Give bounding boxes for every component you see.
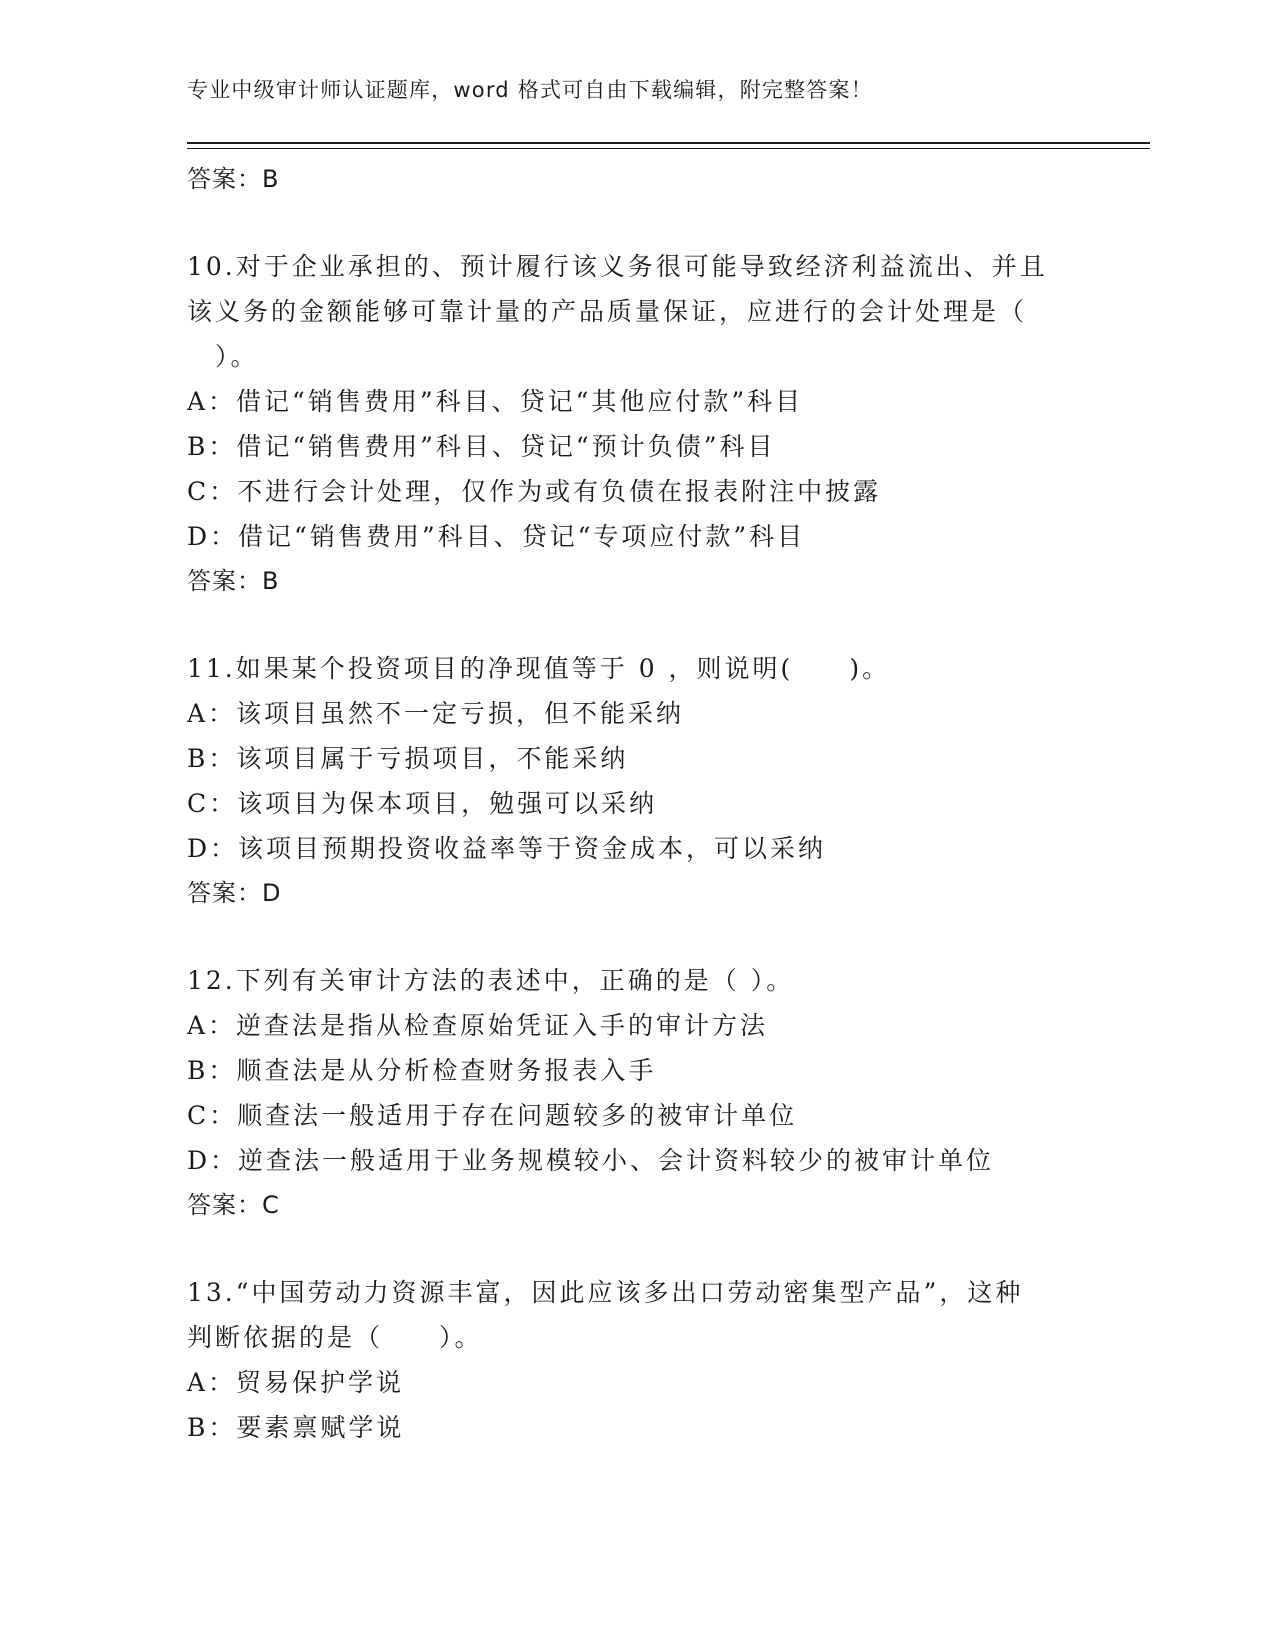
option-b: B：要素禀赋学说 xyxy=(187,1413,405,1442)
option-a: A：借记“销售费用”科目、贷记“其他应付款”科目 xyxy=(187,387,804,416)
question-stem-line: 12.下列有关审计方法的表述中，正确的是（ ）。 xyxy=(187,966,795,995)
question-block xyxy=(187,646,1067,915)
option-c: C：顺查法一般适用于存在问题较多的被审计单位 xyxy=(187,1101,798,1130)
question-block xyxy=(187,1270,1067,1450)
option-d: D：逆查法一般适用于业务规模较小、会计资料较少的被审计单位 xyxy=(187,1146,995,1175)
question-stem-line: 11.如果某个投资项目的净现值等于 0 ，则说明( )。 xyxy=(187,654,891,683)
option-d: D：该项目预期投资收益率等于资金成本，可以采纳 xyxy=(187,834,827,863)
option-c: C：该项目为保本项目，勉强可以采纳 xyxy=(187,789,658,818)
header-rule-thick xyxy=(187,142,1150,144)
option-a: A：逆查法是指从检查原始凭证入手的审计方法 xyxy=(187,1011,769,1040)
header-rule-thin xyxy=(187,148,1150,149)
option-b: B：该项目属于亏损项目，不能采纳 xyxy=(187,744,629,773)
question-stem-line: 13.“中国劳动力资源丰富，因此应该多出口劳动密集型产品”，这种 xyxy=(187,1278,1024,1307)
option-d: D：借记“销售费用”科目、贷记“专项应付款”科目 xyxy=(187,522,806,551)
question-stem-line: ）。 xyxy=(187,342,259,371)
question-stem-line: 该义务的金额能够可靠计量的产品质量保证，应进行的会计处理是（ xyxy=(187,297,1028,326)
question-block xyxy=(187,244,1067,603)
page-header: 专业中级审计师认证题库，word 格式可自由下载编辑，附完整答案！ xyxy=(187,78,873,102)
question-stem-line: 判断依据的是（ ）。 xyxy=(187,1323,483,1352)
question-list xyxy=(187,157,1067,1450)
option-b: B：借记“销售费用”科目、贷记“预计负债”科目 xyxy=(187,432,776,461)
question-block xyxy=(187,958,1067,1227)
option-b: B：顺查法是从分析检查财务报表入手 xyxy=(187,1056,657,1085)
option-a: A：该项目虽然不一定亏损，但不能采纳 xyxy=(187,699,685,728)
answer-line: 答案：C xyxy=(187,1191,280,1219)
question-stem-line: 10.对于企业承担的、预计履行该义务很可能导致经济利益流出、并且 xyxy=(187,252,1048,281)
answer-line: 答案：B xyxy=(187,567,280,595)
answer-line: 答案：B xyxy=(187,165,280,193)
answer-line: 答案：D xyxy=(187,879,282,907)
option-a: A：贸易保护学说 xyxy=(187,1368,405,1397)
option-c: C：不进行会计处理，仅作为或有负债在报表附注中披露 xyxy=(187,477,882,506)
